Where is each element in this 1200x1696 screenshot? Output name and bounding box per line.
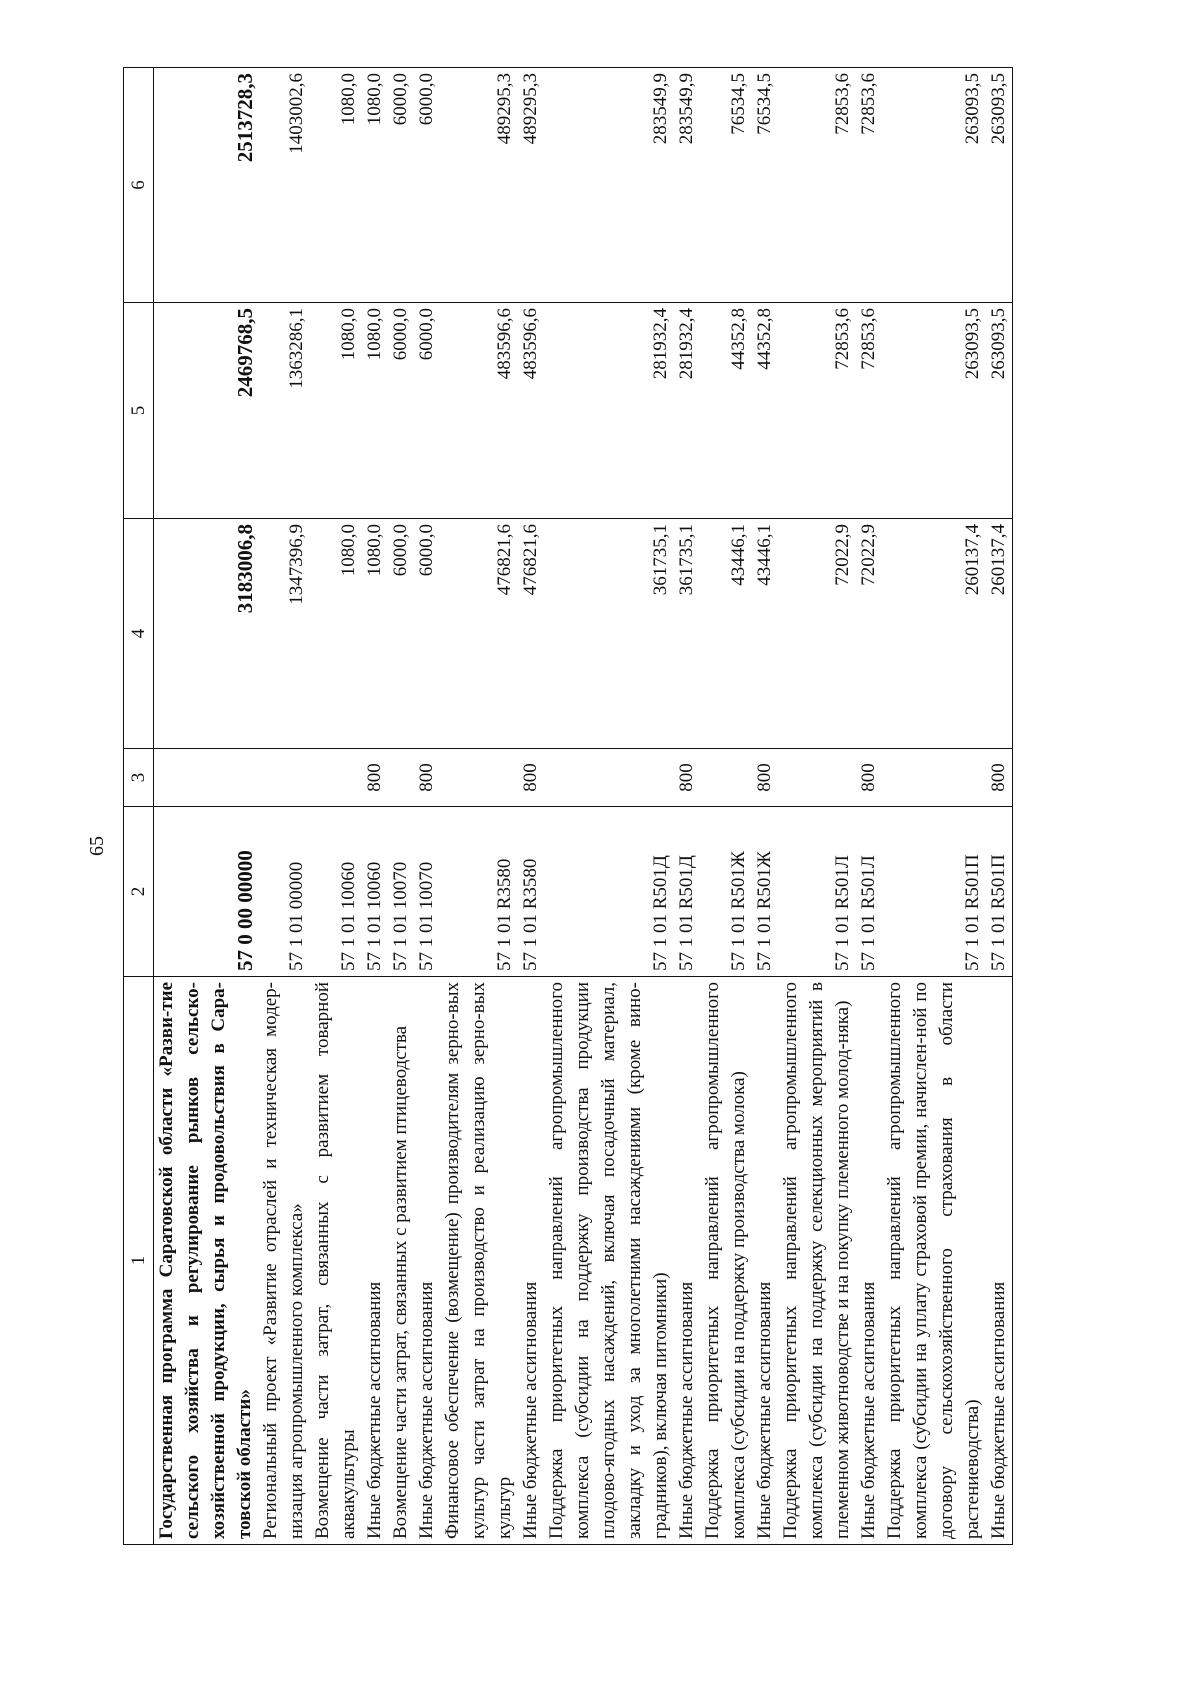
row-value-col4: 361735,1 bbox=[544, 519, 674, 749]
table-row bbox=[856, 68, 882, 1545]
row-expense-type bbox=[778, 749, 856, 807]
row-name: Иные бюджетные ассигнования bbox=[674, 977, 700, 1545]
table-row bbox=[388, 68, 414, 1545]
row-value-col4: 476821,6 bbox=[440, 519, 518, 749]
table-row bbox=[544, 68, 674, 1545]
budget-table bbox=[123, 67, 1013, 1545]
row-name: Иные бюджетные ассигнования bbox=[986, 977, 1013, 1545]
row-name: Поддержка приоритетных направлений агропромышленного комплекса (субсидии на поддержку селекционных мероприятий в племенном животноводстве и на покупку племенного молод-няка) bbox=[778, 977, 856, 1545]
row-code: 57 1 01 10070 bbox=[414, 807, 440, 977]
row-name: Поддержка приоритетных направлений агропромышленного комплекса (субсидии на уплату страховой премии, начислен-ной по договору сельскохозяйственного страхования в области растениеводства) bbox=[882, 977, 986, 1545]
row-value-col5: 72853,6 bbox=[778, 303, 856, 519]
table-row bbox=[414, 68, 440, 1545]
row-value-col5: 1080,0 bbox=[362, 303, 388, 519]
row-expense-type bbox=[258, 749, 310, 807]
row-value-col5: 6000,0 bbox=[414, 303, 440, 519]
row-expense-type bbox=[154, 749, 259, 807]
row-expense-type: 800 bbox=[674, 749, 700, 807]
row-value-col6: 1403002,6 bbox=[258, 68, 310, 303]
row-name: Региональный проект «Развитие отраслей и техническая модер-низация агропромышленного комплекса» bbox=[258, 977, 310, 1545]
table-row bbox=[440, 68, 518, 1545]
row-name: Поддержка приоритетных направлений агропромышленного комплекса (субсидии на поддержку производства молока) bbox=[700, 977, 752, 1545]
row-value-col6: 2513728,3 bbox=[154, 68, 259, 303]
row-name: Государственная программа Саратовской области «Разви-тие сельского хозяйства и регулирование рынков сельско-хозяйственной продукции, сырья и продовольствия в Сара-товской области» bbox=[154, 977, 259, 1545]
row-value-col6: 1080,0 bbox=[362, 68, 388, 303]
row-expense-type bbox=[882, 749, 986, 807]
row-value-col6: 283549,9 bbox=[674, 68, 700, 303]
row-value-col4: 260137,4 bbox=[986, 519, 1013, 749]
row-value-col4: 1080,0 bbox=[310, 519, 362, 749]
row-code: 57 1 01 R3580 bbox=[440, 807, 518, 977]
row-value-col5: 281932,4 bbox=[674, 303, 700, 519]
row-code: 57 1 01 00000 bbox=[258, 807, 310, 977]
row-value-col6: 76534,5 bbox=[700, 68, 752, 303]
row-name: Возмещение части затрат, связанных с развитием товарной аквакультуры bbox=[310, 977, 362, 1545]
row-value-col5: 1080,0 bbox=[310, 303, 362, 519]
table-row bbox=[362, 68, 388, 1545]
table-body bbox=[154, 68, 1013, 1545]
header-cell: 4 bbox=[124, 519, 154, 749]
row-expense-type bbox=[700, 749, 752, 807]
row-name: Иные бюджетные ассигнования bbox=[752, 977, 778, 1545]
row-value-col5: 44352,8 bbox=[752, 303, 778, 519]
row-code: 57 1 01 R501Д bbox=[674, 807, 700, 977]
row-code: 57 1 01 R501П bbox=[882, 807, 986, 977]
row-code: 57 1 01 R501Д bbox=[544, 807, 674, 977]
row-name: Иные бюджетные ассигнования bbox=[362, 977, 388, 1545]
row-value-col4: 43446,1 bbox=[752, 519, 778, 749]
row-value-col6: 72853,6 bbox=[856, 68, 882, 303]
row-value-col6: 489295,3 bbox=[440, 68, 518, 303]
row-name: Иные бюджетные ассигнования bbox=[518, 977, 544, 1545]
header-row bbox=[124, 68, 154, 1545]
row-value-col4: 260137,4 bbox=[882, 519, 986, 749]
row-name: Иные бюджетные ассигнования bbox=[856, 977, 882, 1545]
row-expense-type: 800 bbox=[518, 749, 544, 807]
row-expense-type: 800 bbox=[414, 749, 440, 807]
row-expense-type: 800 bbox=[986, 749, 1013, 807]
row-expense-type: 800 bbox=[752, 749, 778, 807]
row-expense-type: 800 bbox=[362, 749, 388, 807]
row-expense-type: 800 bbox=[856, 749, 882, 807]
header-cell: 3 bbox=[124, 749, 154, 807]
row-expense-type bbox=[388, 749, 414, 807]
row-code: 57 0 00 00000 bbox=[154, 807, 259, 977]
row-value-col4: 6000,0 bbox=[388, 519, 414, 749]
row-value-col5: 483596,6 bbox=[518, 303, 544, 519]
row-value-col4: 361735,1 bbox=[674, 519, 700, 749]
row-value-col6: 72853,6 bbox=[778, 68, 856, 303]
row-value-col5: 281932,4 bbox=[544, 303, 674, 519]
header-cell: 1 bbox=[124, 977, 154, 1545]
row-value-col5: 263093,5 bbox=[882, 303, 986, 519]
table-row bbox=[882, 68, 986, 1545]
row-name: Возмещение части затрат, связанных с развитием птицеводства bbox=[388, 977, 414, 1545]
row-value-col4: 72022,9 bbox=[778, 519, 856, 749]
row-value-col6: 6000,0 bbox=[388, 68, 414, 303]
row-code: 57 1 01 10060 bbox=[310, 807, 362, 977]
row-value-col5: 2469768,5 bbox=[154, 303, 259, 519]
row-value-col6: 489295,3 bbox=[518, 68, 544, 303]
page-number: 65 bbox=[86, 836, 108, 856]
row-value-col5: 72853,6 bbox=[856, 303, 882, 519]
row-expense-type bbox=[440, 749, 518, 807]
row-name: Иные бюджетные ассигнования bbox=[414, 977, 440, 1545]
row-value-col6: 263093,5 bbox=[882, 68, 986, 303]
row-expense-type bbox=[544, 749, 674, 807]
table-row bbox=[778, 68, 856, 1545]
row-value-col6: 6000,0 bbox=[414, 68, 440, 303]
row-value-col4: 1347396,9 bbox=[258, 519, 310, 749]
row-value-col6: 263093,5 bbox=[986, 68, 1013, 303]
row-code: 57 1 01 R3580 bbox=[518, 807, 544, 977]
row-name: Финансовое обеспечение (возмещение) производителям зерно-вых культур части затрат на производство и реализацию зерно-вых культур bbox=[440, 977, 518, 1545]
row-code: 57 1 01 R501Л bbox=[778, 807, 856, 977]
table-row bbox=[674, 68, 700, 1545]
row-code: 57 1 01 R501Л bbox=[856, 807, 882, 977]
row-value-col5: 1363286,1 bbox=[258, 303, 310, 519]
table-row bbox=[258, 68, 310, 1545]
row-value-col5: 483596,6 bbox=[440, 303, 518, 519]
table-row bbox=[700, 68, 752, 1545]
table-row bbox=[518, 68, 544, 1545]
row-value-col4: 6000,0 bbox=[414, 519, 440, 749]
header-cell: 5 bbox=[124, 303, 154, 519]
table-row bbox=[310, 68, 362, 1545]
row-code: 57 1 01 R501П bbox=[986, 807, 1013, 977]
row-value-col6: 1080,0 bbox=[310, 68, 362, 303]
row-value-col4: 476821,6 bbox=[518, 519, 544, 749]
row-code: 57 1 01 10070 bbox=[388, 807, 414, 977]
row-value-col4: 3183006,8 bbox=[154, 519, 259, 749]
row-code: 57 1 01 R501Ж bbox=[752, 807, 778, 977]
row-value-col4: 43446,1 bbox=[700, 519, 752, 749]
budget-table-rotated bbox=[123, 68, 1083, 1545]
row-value-col6: 76534,5 bbox=[752, 68, 778, 303]
row-value-col5: 263093,5 bbox=[986, 303, 1013, 519]
row-value-col5: 44352,8 bbox=[700, 303, 752, 519]
header-cell: 6 bbox=[124, 68, 154, 303]
table-row bbox=[986, 68, 1013, 1545]
row-value-col6: 283549,9 bbox=[544, 68, 674, 303]
table-row bbox=[154, 68, 259, 1545]
row-value-col5: 6000,0 bbox=[388, 303, 414, 519]
header-cell: 2 bbox=[124, 807, 154, 977]
row-value-col4: 1080,0 bbox=[362, 519, 388, 749]
table-row bbox=[752, 68, 778, 1545]
row-expense-type bbox=[310, 749, 362, 807]
row-code: 57 1 01 R501Ж bbox=[700, 807, 752, 977]
row-value-col4: 72022,9 bbox=[856, 519, 882, 749]
row-name: Поддержка приоритетных направлений агропромышленного комплекса (субсидии на поддержку производства продукции плодово-ягодных насаждений, включая посадочный материал, закладку и уход за многолетними насаждениями (кроме вино-градников), включая питомники) bbox=[544, 977, 674, 1545]
row-code: 57 1 01 10060 bbox=[362, 807, 388, 977]
